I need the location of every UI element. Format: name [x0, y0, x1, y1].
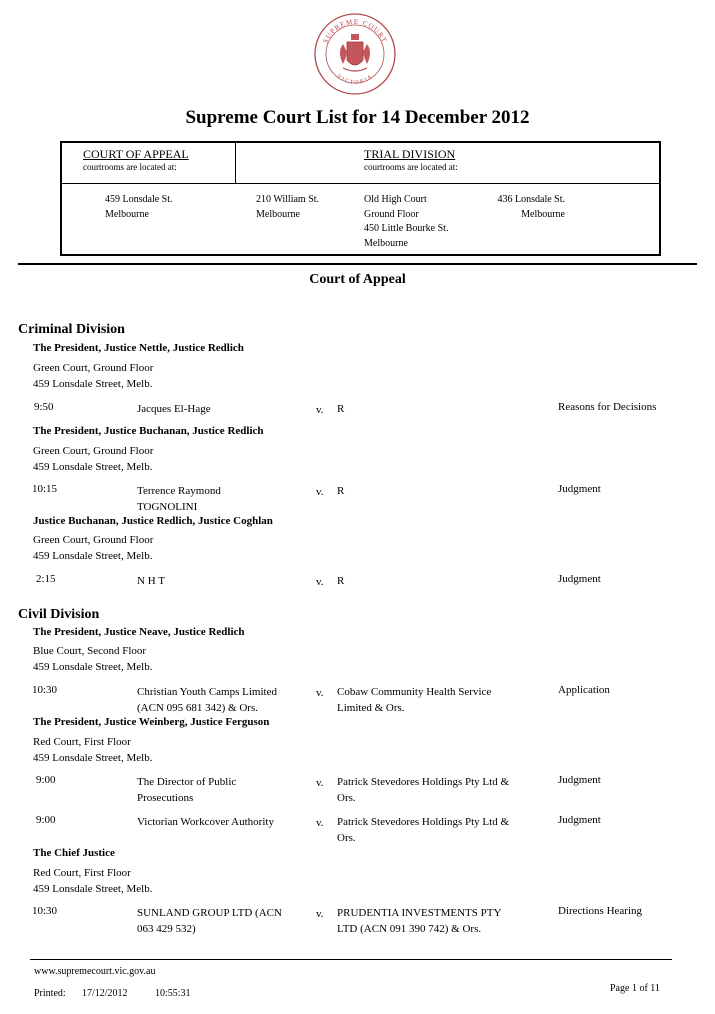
trial-division-heading — [364, 147, 458, 172]
case-type: Judgment — [558, 483, 601, 495]
case-respondent: R — [337, 485, 345, 497]
case-time: 10:15 — [32, 483, 58, 495]
case-time: 10:30 — [32, 905, 58, 917]
case-type: Directions Hearing — [558, 905, 642, 917]
case-type: Application — [558, 684, 610, 696]
group-judges: The President, Justice Neave, Justice Redlich — [33, 626, 245, 638]
case-applicant: The Director of Public Prosecutions — [137, 776, 237, 804]
group-judges: The President, Justice Weinberg, Justice Ferguson — [33, 716, 270, 728]
footer-printed-date: 17/12/2012 — [82, 988, 128, 999]
case-versus: v. — [316, 404, 324, 416]
case-type: Reasons for Decisions — [558, 401, 657, 413]
trial-division-label: TRIAL DIVISION — [364, 147, 456, 161]
header-divider — [235, 143, 236, 183]
locations-box — [60, 141, 661, 256]
case-time: 9:00 — [36, 814, 56, 826]
court-of-appeal-heading — [83, 147, 189, 172]
address-436-lonsdale: 436 Lonsdale St. Melbourne — [497, 194, 565, 220]
group-courtroom: Green Court, Ground Floor 459 Lonsdale Street, Melb. — [33, 534, 154, 562]
court-of-appeal-sub: courtrooms are located at: — [83, 162, 177, 172]
footer-printed-time: 10:55:31 — [155, 988, 191, 999]
group-judges: The President, Justice Nettle, Justice Redlich — [33, 342, 244, 354]
case-time: 9:50 — [34, 401, 54, 413]
case-versus: v. — [316, 908, 324, 920]
footer-rule — [30, 959, 672, 960]
footer-website-link[interactable]: www.supremecourt.vic.gov.au — [34, 966, 156, 977]
case-respondent: R — [337, 575, 345, 587]
case-respondent: Patrick Stevedores Holdings Pty Ltd & Ors. — [337, 816, 510, 844]
group-courtroom: Red Court, First Floor 459 Lonsdale Street, Melb. — [33, 736, 153, 764]
group-judges: The President, Justice Buchanan, Justice Redlich — [33, 425, 264, 437]
case-respondent: Cobaw Community Health Service Limited & Ors. — [337, 686, 492, 714]
case-versus: v. — [316, 817, 324, 829]
svg-text:SUPREME COURT: SUPREME COURT — [321, 17, 389, 45]
group-courtroom: Blue Court, Second Floor 459 Lonsdale Street, Melb. — [33, 645, 153, 673]
case-versus: v. — [316, 777, 324, 789]
group-courtroom: Red Court, First Floor 459 Lonsdale Street, Melb. — [33, 867, 153, 895]
court-seal-logo — [313, 12, 397, 96]
criminal-division-title: Criminal Division — [18, 322, 125, 337]
case-applicant: Terrence Raymond TOGNOLINI — [137, 485, 221, 513]
address-old-high-court: Old High Court Ground Floor 450 Little Bourke St. Melbourne — [364, 194, 449, 249]
case-respondent: R — [337, 403, 345, 415]
section-rule — [18, 263, 697, 265]
case-applicant: SUNLAND GROUP LTD (ACN 063 429 532) — [137, 907, 282, 935]
case-applicant: Victorian Workcover Authority — [137, 816, 274, 828]
civil-division-title: Civil Division — [18, 607, 100, 622]
case-applicant: N H T — [137, 575, 165, 587]
address-459-lonsdale: 459 Lonsdale St. Melbourne — [105, 194, 173, 220]
case-type: Judgment — [558, 573, 601, 585]
svg-text:VICTORIA: VICTORIA — [335, 73, 375, 87]
footer-page-number: Page 1 of 11 — [610, 983, 660, 994]
case-versus: v. — [316, 486, 324, 498]
group-courtroom: Green Court, Ground Floor 459 Lonsdale Street, Melb. — [33, 445, 154, 473]
group-courtroom: Green Court, Ground Floor 459 Lonsdale Street, Melb. — [33, 362, 154, 390]
case-time: 10:30 — [32, 684, 58, 696]
case-applicant: Christian Youth Camps Limited (ACN 095 681 342) & Ors. — [137, 686, 277, 714]
case-type: Judgment — [558, 774, 601, 786]
trial-division-sub: courtrooms are located at: — [364, 162, 458, 172]
section-title-court-of-appeal: Court of Appeal — [309, 272, 406, 287]
case-versus: v. — [316, 687, 324, 699]
case-versus: v. — [316, 576, 324, 588]
case-applicant: Jacques El-Hage — [137, 403, 211, 415]
case-time: 2:15 — [36, 573, 56, 585]
group-judges: Justice Buchanan, Justice Redlich, Justice Coghlan — [33, 515, 273, 527]
address-210-william: 210 William St. Melbourne — [256, 194, 320, 220]
case-type: Judgment — [558, 814, 601, 826]
court-of-appeal-label: COURT OF APPEAL — [83, 147, 189, 161]
footer-printed-label: Printed: — [34, 988, 66, 999]
page-title: Supreme Court List for 14 December 2012 — [185, 107, 530, 128]
case-respondent: Patrick Stevedores Holdings Pty Ltd & Ors. — [337, 776, 510, 804]
group-judges: The Chief Justice — [33, 847, 115, 859]
case-time: 9:00 — [36, 774, 56, 786]
case-respondent: PRUDENTIA INVESTMENTS PTY LTD (ACN 091 390 742) & Ors. — [337, 907, 502, 935]
